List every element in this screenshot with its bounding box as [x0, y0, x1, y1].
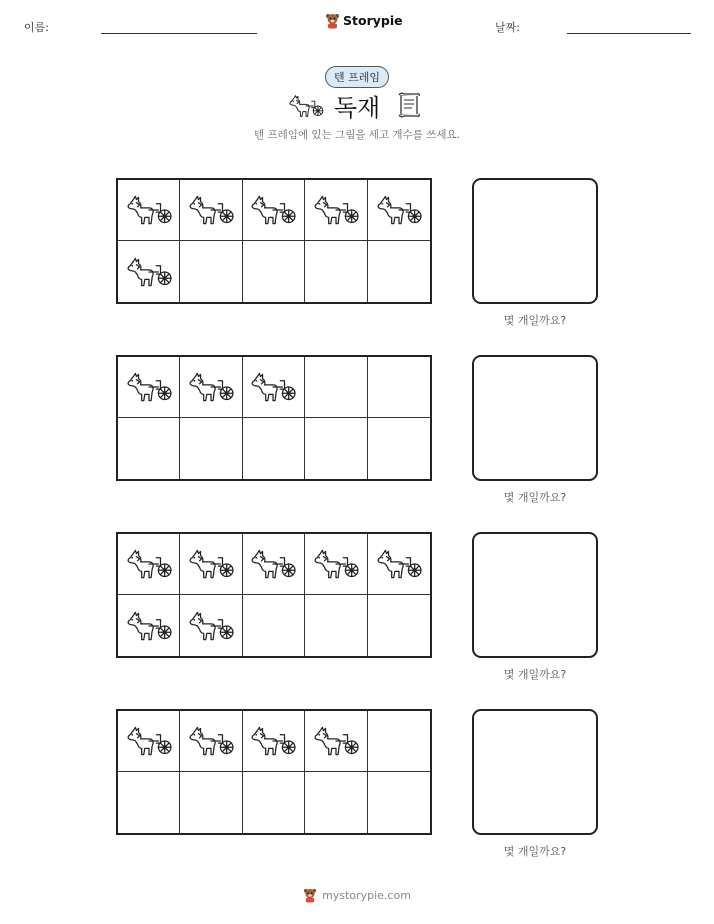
ten-frame-cell	[180, 180, 242, 241]
horse-chariot-icon	[313, 725, 359, 757]
ten-frame-cell	[243, 772, 305, 833]
ten-frame-cell	[368, 711, 430, 772]
ten-frame-cell	[305, 534, 367, 595]
horse-chariot-icon	[126, 610, 172, 642]
ten-frame-cell	[243, 534, 305, 595]
ten-frame-cell	[305, 711, 367, 772]
horse-chariot-icon	[313, 194, 359, 226]
ten-frame-cell	[368, 418, 430, 479]
topic-badge: 텐 프레임	[325, 66, 389, 88]
horse-chariot-icon	[250, 371, 296, 403]
horse-chariot-icon	[188, 194, 234, 226]
count-question: 몇 개일까요?	[503, 491, 567, 504]
horse-chariot-icon	[126, 256, 172, 288]
ten-frame-cell	[180, 595, 242, 656]
ten-frame-cell	[368, 357, 430, 418]
footer	[0, 887, 714, 903]
ten-frame	[116, 355, 432, 481]
ten-frame-cell	[118, 772, 180, 833]
ten-frame	[116, 709, 432, 835]
horse-chariot-icon	[126, 548, 172, 580]
horse-chariot-icon	[188, 548, 234, 580]
answer-box[interactable]	[472, 178, 598, 304]
horse-chariot-icon	[126, 725, 172, 757]
ten-frame-cell	[118, 595, 180, 656]
horse-chariot-icon	[250, 548, 296, 580]
ten-frame-cell	[180, 772, 242, 833]
ten-frame-cell	[118, 180, 180, 241]
ten-frame	[116, 178, 432, 304]
ten-frame-cell	[368, 534, 430, 595]
ten-frame-cell	[305, 180, 367, 241]
instructions: 텐 프레임에 있는 그림을 세고 개수를 쓰세요.	[254, 129, 460, 141]
horse-chariot-icon	[313, 548, 359, 580]
ten-frame-cell	[118, 241, 180, 302]
answer-box[interactable]	[472, 355, 598, 481]
ten-frame-cell	[243, 711, 305, 772]
ten-frame-cell	[305, 772, 367, 833]
date-label: 날짜:	[495, 21, 520, 34]
count-question: 몇 개일까요?	[503, 668, 567, 681]
ten-frame-cell	[368, 595, 430, 656]
horse-chariot-icon	[250, 725, 296, 757]
bear-mascot-icon	[325, 12, 340, 29]
horse-chariot-icon	[376, 548, 422, 580]
ten-frame-cell	[180, 357, 242, 418]
ten-frame-cell	[243, 241, 305, 302]
name-label: 이름:	[24, 21, 49, 34]
ten-frame-cell	[180, 418, 242, 479]
horse-chariot-icon	[188, 610, 234, 642]
brand-logo	[325, 12, 403, 29]
name-line[interactable]	[101, 33, 257, 34]
horse-chariot-icon	[126, 194, 172, 226]
ten-frame-cell	[180, 241, 242, 302]
footer-url[interactable]: mystorypie.com	[322, 888, 411, 902]
ten-frame	[116, 532, 432, 658]
ten-frame-cell	[118, 711, 180, 772]
ten-frame-cell	[243, 418, 305, 479]
count-question: 몇 개일까요?	[503, 314, 567, 327]
ten-frame-cell	[243, 595, 305, 656]
date-line[interactable]	[567, 33, 691, 34]
ten-frame-cell	[305, 241, 367, 302]
brand-name: Storypie	[343, 13, 403, 28]
ten-frame-cell	[118, 534, 180, 595]
horse-chariot-icon	[250, 194, 296, 226]
worksheet-title: 독재	[333, 94, 381, 122]
ten-frame-cell	[368, 241, 430, 302]
answer-box[interactable]	[472, 709, 598, 835]
ten-frame-cell	[118, 357, 180, 418]
answer-box[interactable]	[472, 532, 598, 658]
ten-frame-cell	[368, 772, 430, 833]
ten-frame-cell	[305, 357, 367, 418]
horse-chariot-icon	[126, 371, 172, 403]
bear-mascot-icon	[303, 887, 317, 903]
horse-chariot-icon	[376, 194, 422, 226]
horse-chariot-icon	[188, 371, 234, 403]
ten-frame-cell	[243, 180, 305, 241]
ten-frame-cell	[305, 418, 367, 479]
ten-frame-cell	[368, 180, 430, 241]
ten-frame-cell	[180, 534, 242, 595]
ten-frame-cell	[118, 418, 180, 479]
ten-frame-cell	[243, 357, 305, 418]
ten-frame-cell	[180, 711, 242, 772]
ten-frame-cell	[305, 595, 367, 656]
scroll-icon	[396, 91, 422, 119]
horse-chariot-icon	[188, 725, 234, 757]
count-question: 몇 개일까요?	[503, 845, 567, 858]
horse-chariot-icon	[288, 94, 324, 118]
